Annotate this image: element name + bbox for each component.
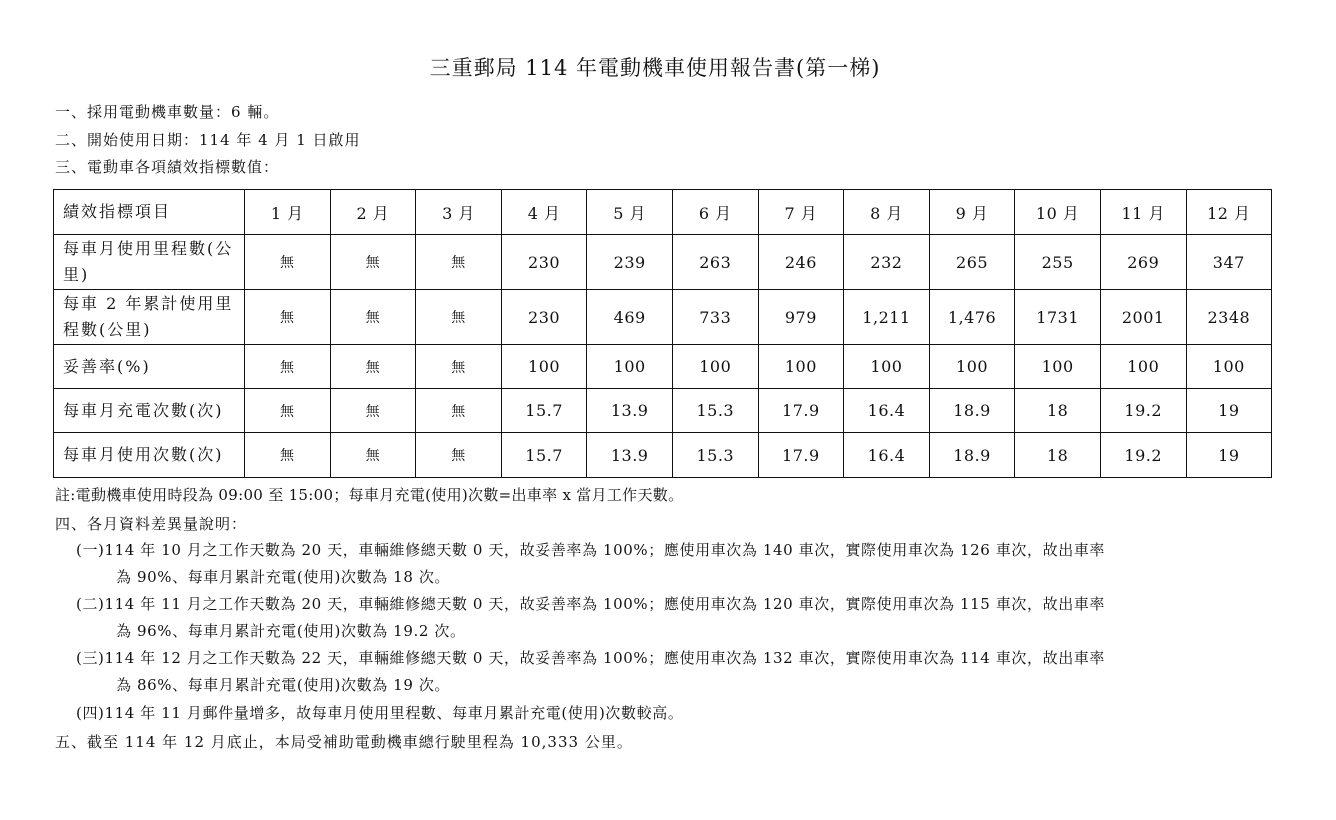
table-cell: 100 — [929, 345, 1015, 389]
table-cell: 無 — [416, 345, 502, 389]
table-header-row — [54, 190, 1272, 235]
table-cell: 無 — [330, 433, 416, 478]
table-cell: 265 — [929, 235, 1015, 290]
header-cell-month: 2 月 — [330, 190, 416, 235]
table-cell: 100 — [844, 345, 930, 389]
table-cell: 19 — [1186, 433, 1272, 478]
table-row-availability-rate — [54, 345, 1272, 389]
table-cell: 15.3 — [672, 433, 758, 478]
table-cell: 347 — [1186, 235, 1272, 290]
intro-start-date: 二、開始使用日期：114 年 4 月 1 日啟用 — [55, 131, 361, 149]
table-cell: 無 — [245, 235, 331, 290]
variance-note-line: (三)114 年 12 月之工作天數為 22 天，車輛維修總天數 0 天，故妥善率為 100%；應使用車次為 132 車次，實際使用車次為 114 車次，故出車率 — [76, 649, 1106, 667]
table-cell: 19.2 — [1100, 433, 1186, 478]
header-cell-month: 9 月 — [929, 190, 1015, 235]
table-cell: 13.9 — [587, 433, 673, 478]
table-cell: 18.9 — [929, 433, 1015, 478]
table-cell: 17.9 — [758, 389, 844, 433]
table-row-monthly-uses — [54, 433, 1272, 478]
row-label: 每車月使用次數(次) — [54, 433, 245, 478]
table-cell: 100 — [1100, 345, 1186, 389]
table-cell: 無 — [330, 290, 416, 345]
header-cell-month: 8 月 — [844, 190, 930, 235]
table-row-monthly-charges — [54, 389, 1272, 433]
table-cell: 1,211 — [844, 290, 930, 345]
header-cell-month: 1 月 — [245, 190, 331, 235]
row-label: 妥善率(%) — [54, 345, 245, 389]
variance-note-continuation: 為 86%、每車月累計充電(使用)次數為 19 次。 — [116, 676, 451, 694]
table-cell: 230 — [501, 235, 587, 290]
document-title: 三重郵局 114 年電動機車使用報告書(第一梯) — [429, 56, 881, 80]
table-cell: 15.7 — [501, 389, 587, 433]
table-cell: 17.9 — [758, 433, 844, 478]
table-cell: 無 — [245, 345, 331, 389]
header-cell-kpi-item: 績效指標項目 — [54, 190, 245, 235]
table-cell: 16.4 — [844, 433, 930, 478]
table-cell: 18 — [1015, 389, 1101, 433]
table-cell: 無 — [416, 433, 502, 478]
table-cell: 100 — [1186, 345, 1272, 389]
intro-vehicle-count: 一、採用電動機車數量：6 輛。 — [55, 103, 280, 121]
table-cell: 100 — [501, 345, 587, 389]
table-cell: 無 — [416, 235, 502, 290]
table-cell: 無 — [330, 345, 416, 389]
header-cell-month: 6 月 — [672, 190, 758, 235]
table-cell: 無 — [416, 389, 502, 433]
variance-note-line: (一)114 年 10 月之工作天數為 20 天，車輛維修總天數 0 天，故妥善率為 100%；應使用車次為 140 車次，實際使用車次為 126 車次，故出車率 — [76, 541, 1106, 559]
variance-note-3 — [76, 645, 1276, 699]
table-cell: 13.9 — [587, 389, 673, 433]
table-cell: 100 — [672, 345, 758, 389]
row-label: 每車月使用里程數(公里) — [54, 235, 245, 290]
kpi-table — [53, 189, 1272, 478]
table-row-monthly-mileage — [54, 235, 1272, 290]
table-cell: 979 — [758, 290, 844, 345]
table-cell: 18 — [1015, 433, 1101, 478]
table-cell: 19.2 — [1100, 389, 1186, 433]
variance-note-line: (二)114 年 11 月之工作天數為 20 天，車輛維修總天數 0 天，故妥善率為 100%；應使用車次為 120 車次，實際使用車次為 115 車次，故出車率 — [76, 595, 1106, 613]
section5-total-mileage: 五、截至 114 年 12 月底止，本局受補助電動機車總行駛里程為 10,333 公里。 — [55, 733, 633, 751]
table-cell: 2001 — [1100, 290, 1186, 345]
table-cell: 15.7 — [501, 433, 587, 478]
section4-title: 四、各月資料差異量說明： — [55, 515, 248, 533]
table-cell: 1731 — [1015, 290, 1101, 345]
header-cell-month: 5 月 — [587, 190, 673, 235]
variance-note-1 — [76, 537, 1276, 591]
table-cell: 239 — [587, 235, 673, 290]
variance-note-2 — [76, 591, 1276, 645]
intro-kpi-heading: 三、電動車各項績效指標數值： — [55, 158, 280, 176]
table-cell: 無 — [245, 290, 331, 345]
table-cell: 733 — [672, 290, 758, 345]
header-cell-month: 4 月 — [501, 190, 587, 235]
table-cell: 469 — [587, 290, 673, 345]
table-cell: 255 — [1015, 235, 1101, 290]
table-cell: 18.9 — [929, 389, 1015, 433]
header-cell-month: 12 月 — [1186, 190, 1272, 235]
variance-note-4 — [76, 700, 1276, 727]
header-cell-month: 7 月 — [758, 190, 844, 235]
table-cell: 2348 — [1186, 290, 1272, 345]
header-cell-month: 10 月 — [1015, 190, 1101, 235]
header-cell-month: 3 月 — [416, 190, 502, 235]
table-footnote: 註:電動機車使用時段為 09:00 至 15:00；每車月充電(使用)次數=出車率 x 當月工作天數。 — [55, 486, 684, 504]
table-cell: 19 — [1186, 389, 1272, 433]
table-cell: 230 — [501, 290, 587, 345]
variance-note-line: (四)114 年 11 月郵件量增多，故每車月使用里程數、每車月累計充電(使用)次數較高。 — [76, 704, 684, 722]
table-cell: 263 — [672, 235, 758, 290]
table-cell: 232 — [844, 235, 930, 290]
table-cell: 無 — [330, 389, 416, 433]
table-row-cumulative-mileage — [54, 290, 1272, 345]
row-label: 每車月充電次數(次) — [54, 389, 245, 433]
table-cell: 269 — [1100, 235, 1186, 290]
variance-note-continuation: 為 90%、每車月累計充電(使用)次數為 18 次。 — [116, 568, 451, 586]
row-label: 每車 2 年累計使用里程數(公里) — [54, 290, 245, 345]
table-cell: 100 — [1015, 345, 1101, 389]
table-cell: 15.3 — [672, 389, 758, 433]
table-cell: 無 — [245, 433, 331, 478]
table-cell: 16.4 — [844, 389, 930, 433]
table-cell: 246 — [758, 235, 844, 290]
table-cell: 無 — [330, 235, 416, 290]
table-cell: 無 — [416, 290, 502, 345]
table-cell: 1,476 — [929, 290, 1015, 345]
header-cell-month: 11 月 — [1100, 190, 1186, 235]
variance-note-continuation: 為 96%、每車月累計充電(使用)次數為 19.2 次。 — [116, 622, 466, 640]
table-cell: 100 — [758, 345, 844, 389]
table-cell: 100 — [587, 345, 673, 389]
table-cell: 無 — [245, 389, 331, 433]
